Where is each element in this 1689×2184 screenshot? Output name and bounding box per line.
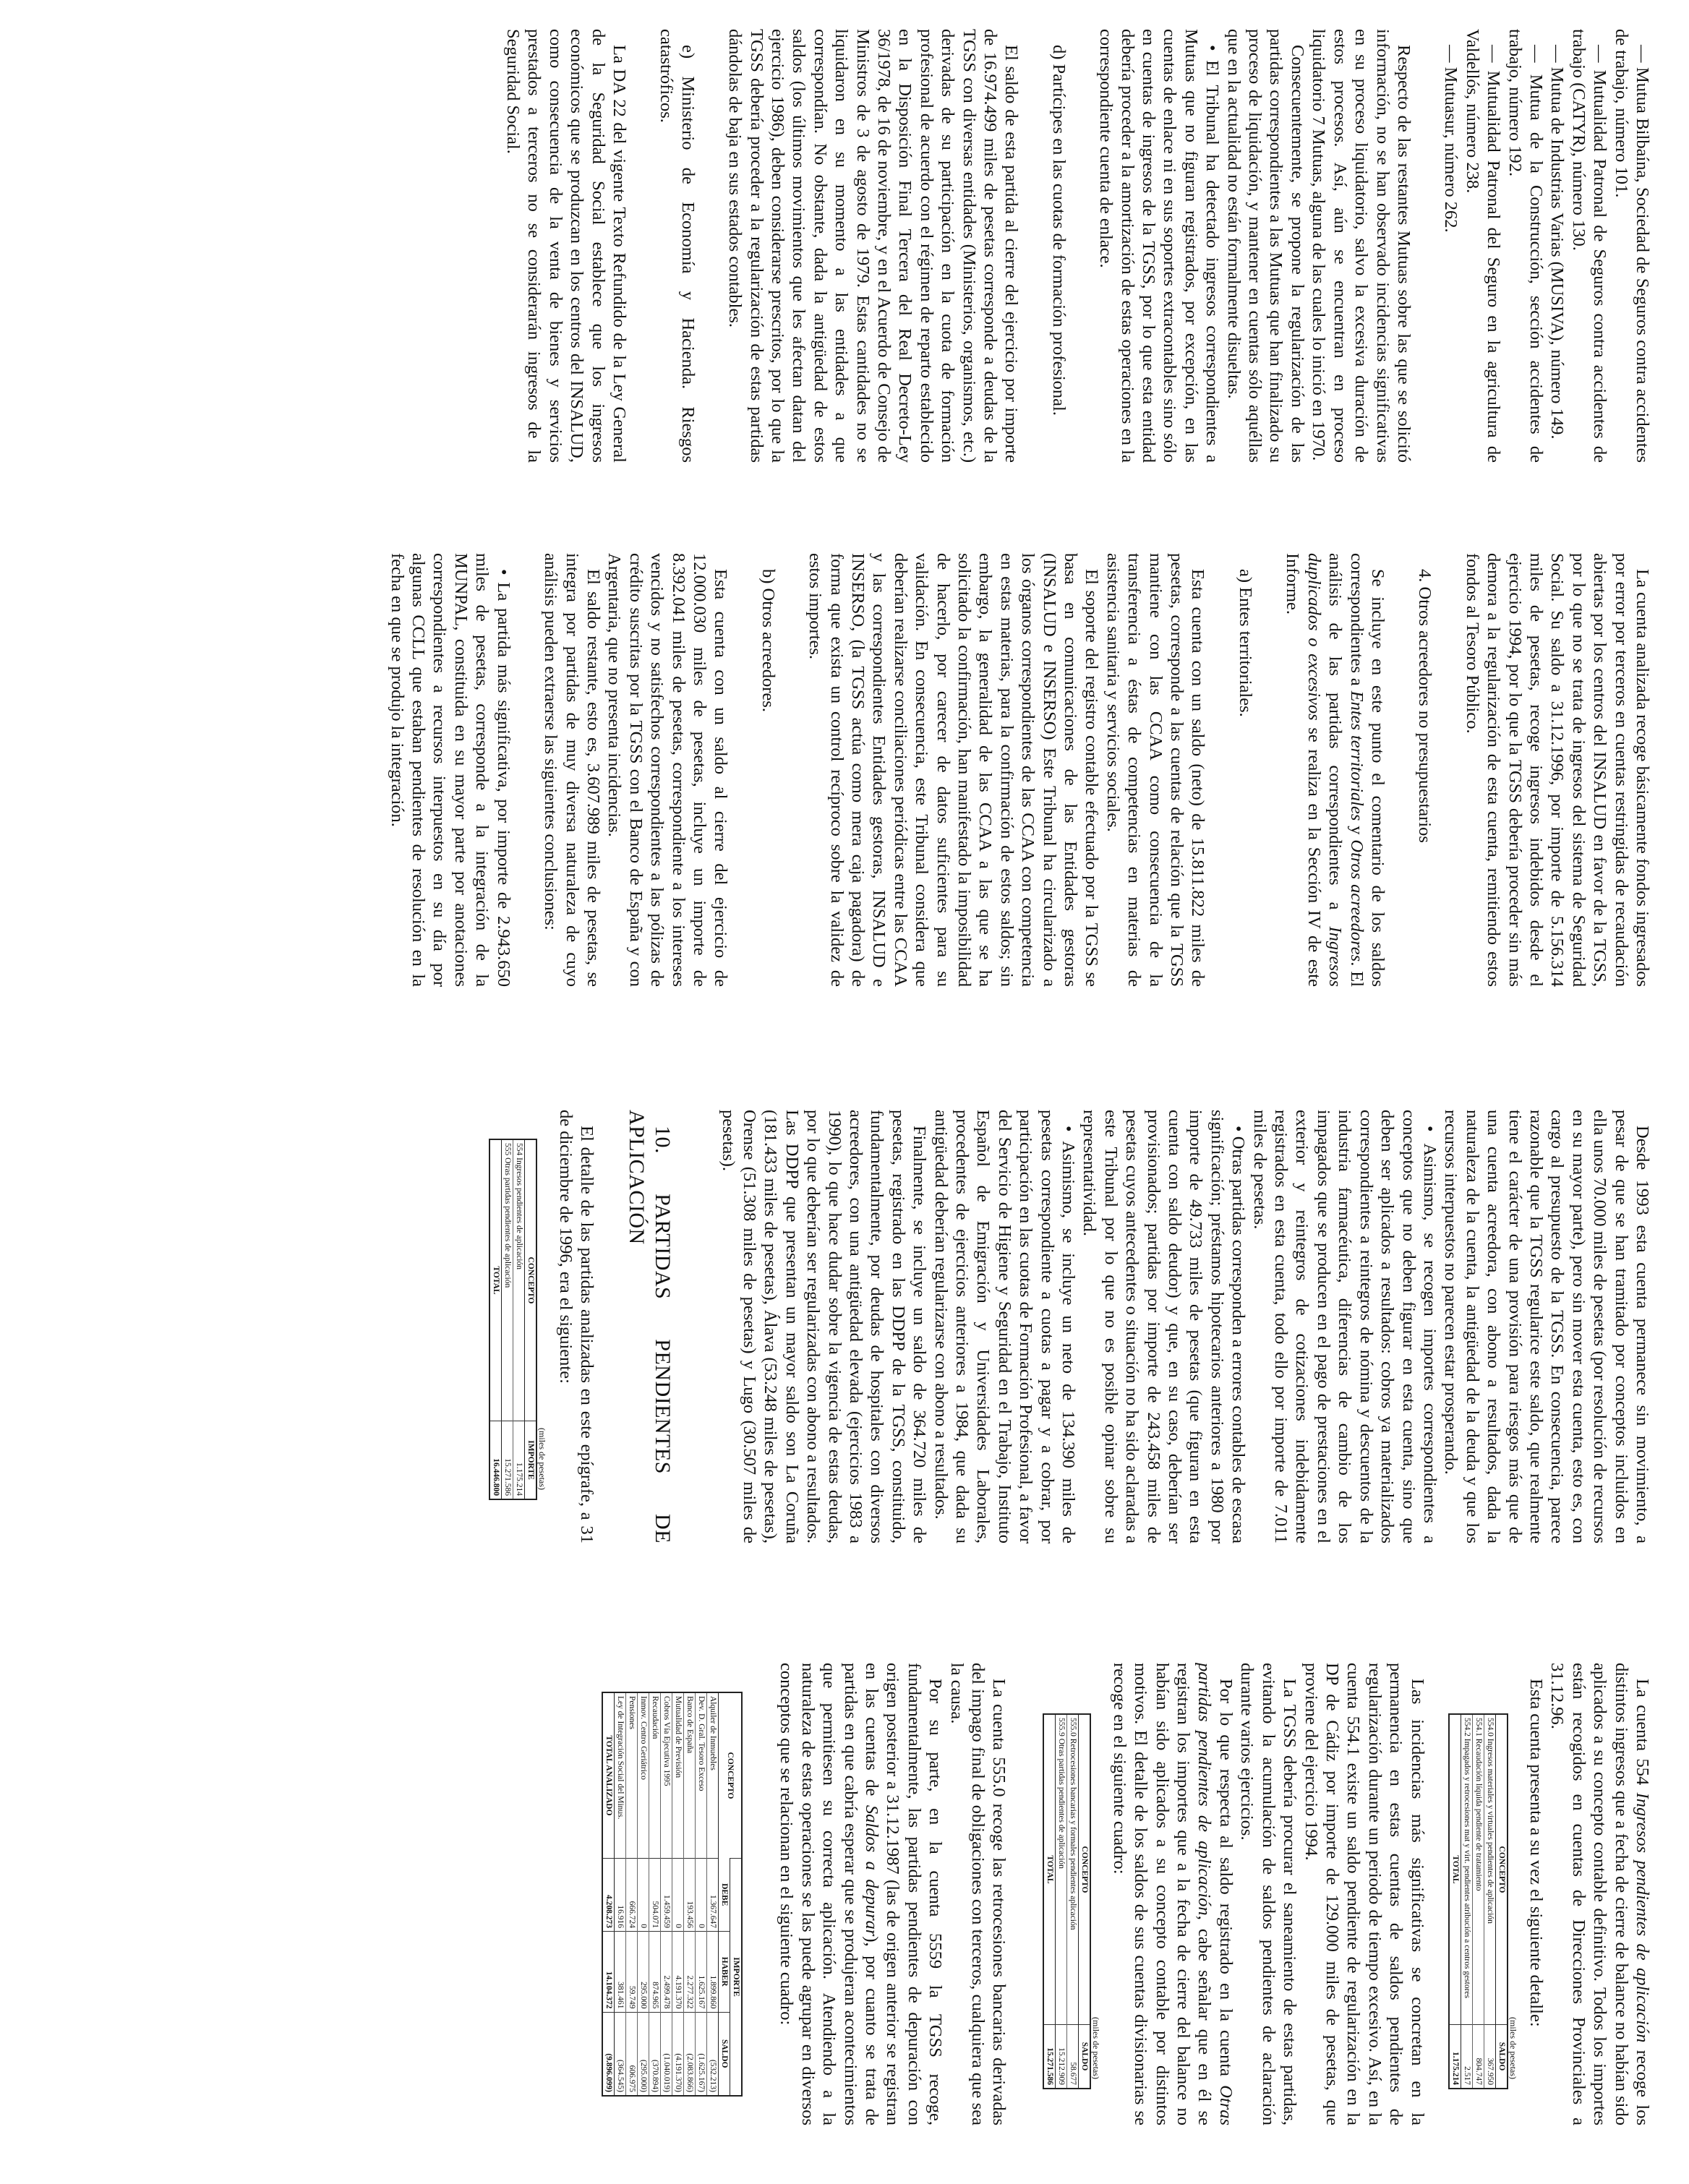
table-cell: Ley de Integración Social del Minus. <box>616 1696 625 1820</box>
table-cell: 15.212.909 <box>1056 2025 1067 2089</box>
table-cell: 16.916 <box>615 1859 626 1932</box>
table-partidas <box>489 1139 547 1500</box>
column-header: CONCEPTO <box>525 1139 537 1421</box>
section-heading-b: b) Otros acreedores. <box>758 569 778 712</box>
column-header: SALDO <box>719 2012 730 2096</box>
paragraph: • La partida más significativa, por importe de 2.943.650 miles de pesetas, corresponde a la integración de la MUNPAL, constituida en su mayor parte por anotaciones correspondientes a recursos interpuestos en su día por algunas CCLL que estaban pendientes de resolución en la fecha en que se produjo la integración. <box>387 553 513 987</box>
table-total-value: 14.104.372 <box>602 1931 615 2012</box>
table-cell: 504.071 <box>649 1859 661 1932</box>
table-cell: 15.271.586 <box>502 1421 513 1500</box>
table-cell: Banco de España <box>684 1692 696 1859</box>
table-cell: 554.2 Impagados y retrocesiones mat y virt. pendientes atribución a centros gestores <box>1462 1718 1471 1999</box>
table-total-label: TOTAL <box>1449 1714 1461 2025</box>
list-item: — Mutualidad Patronal del Seguro en la agricultura de Valdellós, número 238. <box>1462 29 1504 463</box>
table-cell: 193.456 <box>684 1859 696 1932</box>
table-cell: 1.175.214 <box>513 1421 525 1500</box>
paragraph: La TGSS debería procurar el saneamiento de estas partidas, evitando la acumulación de saldos pendientes de aclaración durante varios ejercicios. <box>1237 1663 1300 2125</box>
table-cell: (1.040.019) <box>661 2012 672 2096</box>
table-cell: Recaudación <box>649 1692 661 1859</box>
section-heading-d: d) Partícipes en las cuotas de formación profesional. <box>1048 45 1069 416</box>
table-cell: Cobros Vía Ejecutiva 1995 <box>661 1692 672 1859</box>
paragraph: La cuenta 554 Ingresos pendientes de aplicación recoge los distintos ingresos que a fecha de cierre de balance no habían sido aplicados a su concepto contable definitivo. Todos los importes están recogidos en cuentas de Direcciones Provinciales a 31.12.96. <box>1547 1663 1652 2125</box>
table-total-value: 1.175.214 <box>1449 2025 1461 2089</box>
table-total-label: TOTAL ANALIZADO <box>602 1692 615 1859</box>
table-cell: (532.213) <box>707 2012 719 2096</box>
table-cell: 1.367.647 <box>707 1859 719 1932</box>
paragraph: • Asimismo, se incluye un neto de 134.390 miles de pesetas correspondiente a cuotas a pagar y a cobrar, por participación en las cuotas de Formación Profesional, a favor del Servicio de Higiene y Seguridad en el Trabajo, Instituto Español de Emigración y Universidades Laborales, procedentes de ejercicios anteriores a 1984, que dada su antigüedad deberían regularizarse con abono a resultados. <box>931 1110 1079 1543</box>
section-heading-e: e) Ministerio de Economía y Hacienda. Riesgos catastróficos. <box>657 29 698 463</box>
table-cell: 1.899.860 <box>707 1931 719 2012</box>
table-total-value: 15.271.586 <box>1043 2025 1056 2089</box>
table-cell: (370.894) <box>649 2012 661 2096</box>
table-cell: 381.461 <box>615 1931 626 2012</box>
paragraph: Por lo que respecta al saldo registrado en la cuenta Otras partidas pendientes de aplicación, cabe señalar que en él se registran los importes que a la fecha de cierre del balance no habían sido aplicados a su concepto contable por distintos motivos. El detalle de los saldos de sus cuentas divisionarias se recoge en el siguiente cuadro: <box>1109 1663 1236 2125</box>
paragraph: Finalmente, se incluye un saldo de 364.720 miles de pesetas, registrado en las DDPP de la TGSS, constituido, fundamentalmente, por deudas de hospitales con diversos acreedores, con una antigüedad elevada (ejercicios 1983 a 1990), lo que hace dudar sobre la vigencia de estas deudas, por lo que deberían ser regularizadas con abono a resultados. Las DDPP que presentan un mayor saldo son La Coruña (181.433 miles de pesetas), Álava (53.248 miles de pesetas), Orense (51.308 miles de pesetas) y Lugo (30.507 miles de pesetas). <box>718 1110 930 1543</box>
list-item: — Mutuasur, número 262. <box>1441 45 1461 233</box>
list-item: — Mutualidad Patronal de Seguros contra accidentes de trabajo (CATYR), número 130. <box>1568 29 1610 463</box>
paragraph: La DA 22 del vigente Texto Refundido de la Ley General de la Seguridad Social establece que los ingresos económicos que se produzcan en los centros del INSALUD, como consecuencia de la venta de bienes y servicios prestados a terceros no se considerarán ingresos de la Seguridad Social. <box>503 29 629 463</box>
table-cell: 2.517 <box>1461 2025 1472 2089</box>
column-header: SALDO <box>1079 2025 1091 2089</box>
table-cell: 554.0 Ingresos materiales y virtuales pendientes de aplicación <box>1484 1714 1495 2025</box>
paragraph: • Asimismo, se recogen importes correspondientes a conceptos que no deben figurar en esta cuenta, sino que deben ser aplicados a resultados: cobros ya materializados correspondientes a reintegros de nómina y descuentos de la industria farmacéutica, diferencias de cambio de los impagados que se producen en el pago de prestaciones en el exterior y reintegros de cotizaciones indebidamente registrados en esta cuenta, todo ello por importe de 7.011 miles de pesetas. <box>1249 1110 1440 1543</box>
section-heading-4: 4. Otros acreedores no presupuestarios <box>1415 569 1435 843</box>
table-cell: 804.747 <box>1472 2025 1484 2089</box>
paragraph: Las incidencias más significativas se concretan en la permanencia en estas cuentas de saldos pendientes de regularización durante un periodo de tiempo excesivo. Así, en la cuenta 554.1 existe un saldo pendiente de regularización en la DP de Cádiz por importe de 129.000 miles de pesetas, que proviene del ejercicio 1994. <box>1301 1663 1427 2125</box>
column-header: DEBE <box>719 1859 730 1932</box>
paragraph: Respecto de las restantes Mutuas sobre las que se solicitó información, no se han observado incidencias significativas en su proceso liquidatorio, salvo la excesiva duración de estos procesos. Así, aún se encuentran en proceso liquidatorio 7 Mutuas, alguna de las cuales lo inició en 1970. <box>1309 29 1414 463</box>
column-3 <box>33 1110 1653 1543</box>
paragraph: La cuenta 555.0 recoge las retrocesiones bancarias derivadas del impago final de obligaciones con terceros, cualquiera que sea la causa. <box>946 1663 1009 2125</box>
paragraph: Por su parte, en la cuenta 5559 la TGSS recoge, fundamentalmente, las partidas pendientes de depuración con origen posterior a 31.12.1987 (las de origen anterior se registran en las cuentas de Saldos a depurar), por cuanto se trata de partidas en que cabría esperar que se produjeran acontecimientos que permitiesen su correcta aplicación. Atendiendo a la naturaleza de estas operaciones se las puede agrupar en diversos conceptos que se relacionan en el siguiente cuadro: <box>777 1663 946 2125</box>
list-item: — Mutua de Industrias Varias (MUSIVA), número 149. <box>1547 45 1568 440</box>
paragraph: Esta cuenta con un saldo (neto) de 15.811.822 miles de pesetas, corresponde a las cuentas de relación que la TGSS mantiene con las CCAA como consecuencia de la transferencia a éstas de competencias en materias de asistencia sanitaria y servicios sociales. <box>1103 553 1208 987</box>
paragraph: El saldo restante, esto es, 3.607.989 miles de pesetas, se integra por partidas de muy diversa naturaleza de cuyo análisis pueden extraerse las siguientes conclusiones: <box>541 553 603 987</box>
table-cell: 0 <box>696 1859 707 1932</box>
paragraph: El soporte del registro contable efectuado por la TGSS se basa en comunicaciones de las Entidades gestoras (INSALUD e INSERSO) Este Tribunal ha circularizado a los órganos correspondientes de las CCAA con competencia en estas materias, para la confirmación de estos saldos; sin embargo, la generalidad de las CCAA a las que se ha solicitado la confirmación, han manifestado la imposibilidad de hacerlo, por carecer de datos suficientes para su validación. En consecuencia, este Tribunal considera que deberían realizarse conciliaciones periódicas entre las CCAA y las correspondientes Entidades gestoras, INSALUD e INSERSO, (la TGSS actúa como mera caja pagadora) de forma que exista un control recíproco sobre la validez de estos importes. <box>805 553 1102 987</box>
column-2 <box>33 553 1653 987</box>
units-label: (miles de pesetas) <box>1508 2017 1518 2079</box>
table-cell: 58.677 <box>1067 2025 1079 2089</box>
table-cell: (295.000) <box>638 2012 649 2096</box>
paragraph: Desde 1993 esta cuenta permanece sin movimiento, a pesar de que se han tramitado por conceptos incluidos en ella unos 70.000 miles de pesetas (por resolución de recursos en su mayor parte), pero sin mover esta cuenta, esto es, con cargo al presupuesto de la TGSS. En consecuencia, parece razonable que la TGSS regularice este saldo, que realmente tiene el carácter de una provisión para riesgos más que de una cuenta acreedora, con abono a resultados, dada la naturaleza de la cuenta, la antigüedad de la deuda y que los recursos interpuestos no parecen estar prosperando. <box>1441 1110 1652 1543</box>
column-header: HABER <box>719 1931 730 2012</box>
table-cell: Mutualidad de Previsión <box>672 1692 684 1859</box>
units-label: (miles de pesetas) <box>537 1428 548 1490</box>
table-cell: 555 Otras partidas pendientes de aplicación <box>503 1143 513 1288</box>
table-cell: 295.000 <box>638 1931 649 2012</box>
table-cell: 367.950 <box>1484 2025 1495 2089</box>
table-total-value: 4.208.273 <box>602 1859 615 1932</box>
table-cell: 0 <box>672 1859 684 1932</box>
table-cell: 1.459.459 <box>661 1859 672 1932</box>
table-cell: 555.9 Otras partidas pendientes de aplicación <box>1057 1718 1066 1869</box>
table-cell: 606.975 <box>626 2012 638 2096</box>
paragraph: Esta cuenta con un saldo al cierre del ejercicio de 12.000.030 miles de pesetas, incluye un importe de 8.392.041 miles de pesetas, correspondiente a los intereses vencidos y no satisfechos correspondientes a las pólizas de crédito suscritas por la TGSS con el Banco de España y con Argentaria, que no presenta incidencias. <box>604 553 731 987</box>
table-cell: Pensiones <box>626 1692 638 1859</box>
paragraph: El saldo de esta partida al cierre del ejercicio por importe de 16.974.499 miles de pesetas corresponde a deudas de la TGSS con diversas entidades (Ministerios, organismos, etc.) derivadas de su participación en la cuota de formación profesional de acuerdo con el régimen de reparto establecido en la Disposición Final Tercera del Real Decreto-Ley 36/1978, de 16 de noviembre, y en el Acuerdo de Consejo de Ministros de 3 de agosto de 1979. Estas cantidades no se liquidaron en su momento a las entidades a que correspondían. No obstante, dada la antigüedad de estos saldos (los últimos movimientos que les afectan datan del ejercicio 1986), deben considerarse prescritos, por lo que la TGSS debería proceder a la regularización de estas partidas dándolas de baja en sus estados contables. <box>725 29 1022 463</box>
paragraph: • El Tribunal ha detectado ingresos correspondientes a Mutuas que no figuran registrados, por excepción, en las cuentas de enlace ni en sus soportes extracontables sino sólo en cuentas de ingresos de la TGSS, por lo que esta entidad debería proceder a la amortización de estas operaciones en la correspondiente cuenta de enlace. <box>1096 29 1223 463</box>
section-heading-a: a) Entes territoriales. <box>1235 569 1255 717</box>
column-header: SALDO <box>1495 2025 1508 2089</box>
column-header: IMPORTE <box>525 1421 537 1500</box>
column-4 <box>33 1663 1653 2125</box>
table-cell: 0 <box>638 1859 649 1932</box>
table-cell: 2.277.322 <box>684 1931 696 2012</box>
list-item: — Mutua de la Construcción, sección accidentes de trabajo, número 192. <box>1505 29 1546 463</box>
paragraph: • Otras partidas corresponden a errores contables de escasa significación; préstamos hipotecarios anteriores a 1980 por importe de 49.733 miles de pesetas (que figuran en esta cuenta con saldo deudor) y que, en su caso, deberían ser provisionados; partidas por importe de 243.458 miles de pesetas cuyos antecedentes o situación no ha sido aclaradas a este Tribunal por lo que no es posible opinar sobre su representatividad. <box>1079 1110 1249 1543</box>
table-total-label: TOTAL <box>1043 1714 1056 2025</box>
table-cell: 555.0 Retrocesiones bancarias y formales pendientes aplicación <box>1067 1714 1079 2025</box>
paragraph: Esta cuenta presenta a su vez el siguiente detalle: <box>1526 1679 1546 2027</box>
table-cell: Inmov. Centro Geriátrico <box>638 1692 649 1859</box>
table-cell: (4.191.370) <box>672 2012 684 2096</box>
column-header: CONCEPTO <box>719 1692 743 1859</box>
paragraph: El detalle de las partidas analizadas en este epígrafe, a 31 de diciembre de 1996, era el siguiente: <box>555 1110 597 1543</box>
table-cell: 666.724 <box>626 1859 638 1932</box>
table-cell: (2.083.866) <box>684 2012 696 2096</box>
table-cell: 59.749 <box>626 1931 638 2012</box>
paragraph: La cuenta analizada recoge básicamente fondos ingresados por error por terceros en cuentas restringidas de recaudación abiertas por los centros del INSALUD en favor de la TGSS, por lo que no se trata de ingresos del sistema de Seguridad Social. Su saldo a 31.12.1996, por importe de 5.156.314 miles de pesetas, recoge ingresos indebidos desde el ejercicio 1994, por lo que la TGSS debería proceder sin más demora a la regularización de esta cuenta, remitiendo estos fondos al Tesoro Público. <box>1462 553 1652 987</box>
paragraph: Consecuentemente, se propone la regularización de las partidas correspondientes a las Mutuas que han finalizado su proceso de liquidación, y mantener en cuentas sólo aquéllas que en la actualidad no están formalmente disueltas. <box>1223 29 1307 463</box>
list-item: — Mutua Bilbaína, Sociedad de Seguros contra accidentes de trabajo, número 101. <box>1611 29 1652 463</box>
group-header: IMPORTE <box>730 1859 743 2097</box>
section-heading-10: 10. PARTIDAS PENDIENTES DE APLICACIÓN <box>625 1110 675 1543</box>
table-cell: (1.625.167) <box>696 2012 707 2096</box>
table-cell: (364.545) <box>615 2012 626 2096</box>
paragraph: Se incluye en este punto el comentario de los saldos correspondientes a Entes territoriales y Otros acreedores. El análisis de las partidas correspondientes a Ingresos duplicados o excesivos se realiza en la Sección IV de este Informe. <box>1283 553 1387 987</box>
table-5559 <box>602 1692 743 2097</box>
column-1 <box>33 29 1653 463</box>
table-cell: 2.499.478 <box>661 1931 672 2012</box>
table-cell: Dev. D. Gral. Tesoro Exceso <box>696 1692 707 1859</box>
units-label: (miles de pesetas) <box>1091 2017 1102 2079</box>
table-cell: Alquiler de Inmuebles <box>707 1692 719 1859</box>
table-cell: 554 Ingresos pendientes de aplicación <box>513 1139 525 1421</box>
table-554 <box>1448 1713 1518 2089</box>
table-total-value: 16.446.800 <box>489 1421 502 1500</box>
table-cell: 1.625.167 <box>696 1931 707 2012</box>
table-cell: 554.1 Recaudación líquida pendiente de tratamiento <box>1472 1714 1484 2025</box>
table-cell: 874.965 <box>649 1931 661 2012</box>
column-header: CONCEPTO <box>1079 1714 1091 2025</box>
column-header: CONCEPTO <box>1495 1714 1508 2025</box>
table-cell: 4.191.370 <box>672 1931 684 2012</box>
table-555 <box>1043 1713 1101 2089</box>
table-total-value: (9.896.099) <box>602 2012 615 2096</box>
table-total-label: TOTAL <box>489 1139 502 1421</box>
